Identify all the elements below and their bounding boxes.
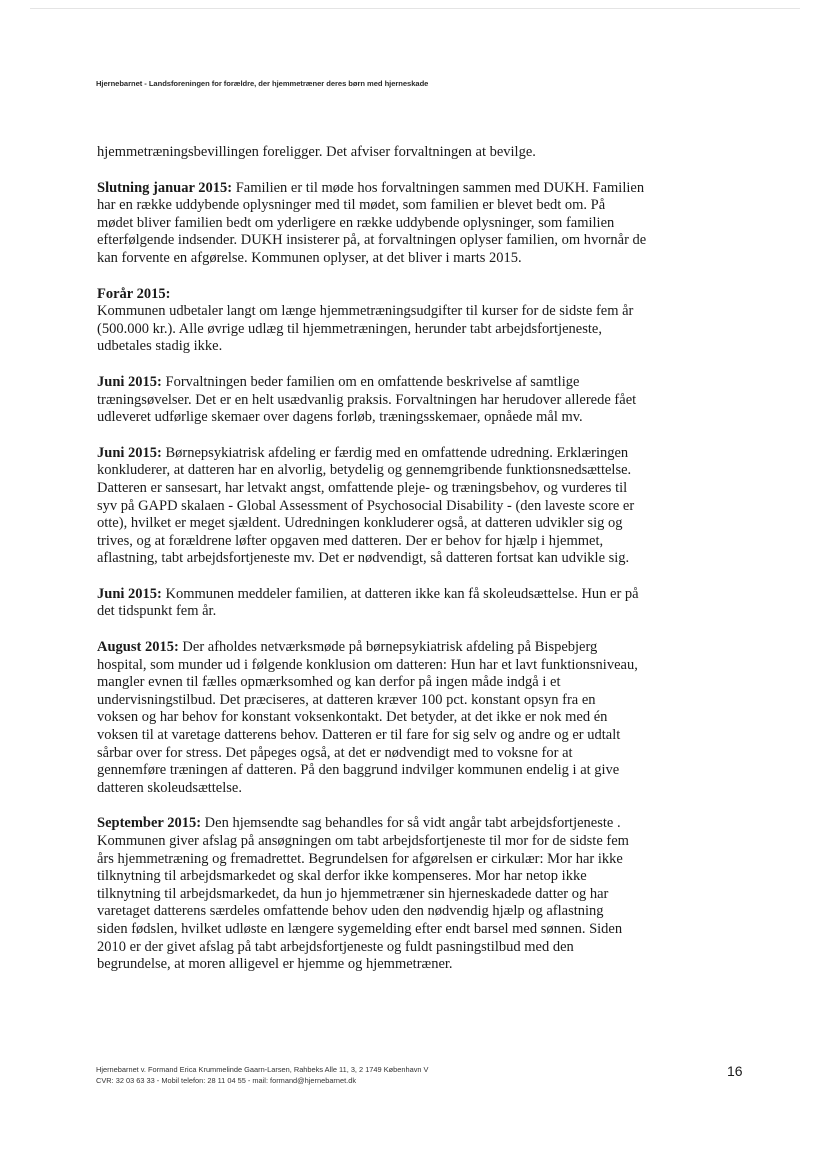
paragraph-date-heading: Forår 2015: (97, 285, 171, 302)
line-text: syv på GAPD skalaen - Global Assessment of Psychosocial Disability - (den laveste score er (97, 497, 635, 514)
paragraph (97, 374, 747, 427)
text-line (97, 780, 747, 798)
text-line (97, 903, 747, 921)
line-text: undervisningstilbud. Det præciseres, at datteren kræver 100 pct. konstant opsyn fra en (97, 691, 596, 708)
page-number: 16 (727, 1063, 743, 1079)
text-line (97, 674, 747, 692)
text-line (97, 692, 747, 710)
text-line (97, 868, 747, 886)
paragraph-date-heading: Juni 2015: (97, 585, 162, 602)
text-line (97, 197, 747, 215)
line-text: Børnepsykiatrisk afdeling er færdig med en omfattende udredning. Erklæringen (161, 444, 629, 461)
text-line (97, 515, 747, 533)
line-text: Familien er til møde hos forvaltningen sammen med DUKH. Familien (232, 179, 645, 196)
line-text: Kommunen udbetaler langt om længe hjemmetræningsudgifter til kurser for de sidste fem år (97, 303, 634, 320)
line-text: sårbar over for stress. Det påpeges også, at det er nødvendigt med to voksne for at (97, 744, 573, 761)
text-line (97, 833, 747, 851)
text-line (97, 745, 747, 763)
footer-address: Hjernebarnet v. Formand Erica Krummelinde Gaarn-Larsen, Rahbeks Alle 11, 3, 2 1749 København V (96, 1065, 429, 1074)
paragraph-date-heading: Slutning januar 2015: (97, 179, 233, 196)
text-line (97, 639, 747, 657)
text-line (97, 586, 747, 604)
footer-contact: CVR: 32 03 63 33 - Mobil telefon: 28 11 04 55 - mail: formand@hjernebarnet.dk (96, 1076, 357, 1085)
line-text: voksen og har behov for konstant voksenkontakt. Det betyder, at det ikke er nok med én (97, 709, 608, 726)
line-text: har en række uddybende oplysninger med til mødet, som familien er blevet bedt om. På (97, 197, 606, 214)
text-line (97, 762, 747, 780)
paragraph-date-heading: Juni 2015: (97, 373, 162, 390)
text-line (97, 445, 747, 463)
text-line (97, 462, 747, 480)
text-line (97, 815, 747, 833)
paragraph (97, 144, 747, 162)
text-line (97, 727, 747, 745)
line-text: udleveret udførlige skemaer over dagens forløb, træningsskemaer, opnåede mål mv. (97, 409, 583, 426)
paragraph (97, 586, 747, 621)
paragraph-date-heading: September 2015: (97, 815, 202, 832)
text-line (97, 921, 747, 939)
line-text: Forvaltningen beder familien om en omfattende beskrivelse af samtlige (161, 373, 580, 390)
text-line (97, 144, 747, 162)
text-line (97, 286, 747, 304)
line-text: træningsøvelser. Det er en helt usædvanlig praksis. Forvaltningen har herudover allerede fået (97, 391, 637, 408)
text-line (97, 886, 747, 904)
text-line (97, 303, 747, 321)
line-text: trives, og at forældrene løfter opgaven med datteren. Der er behov for hjælp i hjemmet, (97, 532, 604, 549)
line-text: kan forvente en afgørelse. Kommunen oplyser, at det bliver i marts 2015. (97, 249, 522, 266)
text-line (97, 338, 747, 356)
text-line (97, 657, 747, 675)
line-text: otte), hvilket er meget sjældent. Udredningen konkluderer også, at datteren udvikler sig og (97, 515, 623, 532)
line-text: efterfølgende indsender. DUKH insisterer på, at forvaltningen oplyser familien, om hvornår de (97, 232, 647, 249)
paragraph (97, 180, 747, 268)
line-text: begrundelse, at moren alligevel er hjemme og hjemmetræner. (97, 956, 453, 973)
line-text: års hjemmetræning og fremadrettet. Begrundelsen for afgørelsen er cirkulær: Mor har ikke (97, 850, 623, 867)
line-text: det tidspunkt fem år. (97, 603, 217, 620)
paragraph (97, 286, 747, 356)
line-text: datteren skoleudsættelse. (97, 779, 242, 796)
line-text: udbetales stadig ikke. (97, 338, 223, 355)
document-body (97, 144, 747, 992)
line-text: (500.000 kr.). Alle øvrige udlæg til hjemmetræningen, herunder tabt arbejdsfortjeneste, (97, 320, 602, 337)
line-text: Den hjemsendte sag behandles for så vidt angår tabt arbejdsfortjeneste . (201, 815, 621, 832)
line-text: mangler evnen til fælles opmærksomhed og kan derfor på ingen måde indgå i et (97, 674, 561, 691)
line-text: varetaget datterens særdeles omfattende behov uden den nødvendig hjælp og aflastning (97, 903, 604, 920)
line-text: Der afholdes netværksmøde på børnepsykiatrisk afdeling på Bispebjerg (178, 639, 598, 656)
line-text: hjemmetræningsbevillingen foreligger. Det afviser forvaltningen at bevilge. (97, 144, 536, 160)
line-text: mødet bliver familien bedt om yderligere en række uddybende oplysninger, som familien (97, 214, 615, 231)
text-line (97, 392, 747, 410)
line-text: Datteren er sansesart, har letvakt angst, omfattende pleje- og træningsbehov, og vurderes til (97, 479, 628, 496)
text-line (97, 321, 747, 339)
text-line (97, 180, 747, 198)
text-line (97, 498, 747, 516)
line-text: tilknytning til arbejdsmarkedet, da hun jo hjemmetræner sin hjerneskadede datter og har (97, 885, 609, 902)
line-text: voksen til at varetage datterens behov. Datteren er til fare for sig selv og andre og er udtalt (97, 727, 621, 744)
line-text: 2010 er der givet afslag på tabt arbejdsfortjeneste og fuldt pasningstilbud med den (97, 938, 574, 955)
text-line (97, 480, 747, 498)
text-line (97, 374, 747, 392)
text-line (97, 709, 747, 727)
paragraph (97, 639, 747, 797)
text-line (97, 409, 747, 427)
text-line (97, 215, 747, 233)
line-text: Kommunen meddeler familien, at datteren ikke kan få skoleudsættelse. Hun er på (161, 585, 639, 602)
paragraph-date-heading: Juni 2015: (97, 444, 162, 461)
line-text: tilknytning til arbejdsmarkedet og skal derfor ikke kompenseres. Mor har netop ikke (97, 868, 587, 885)
text-line (97, 250, 747, 268)
paragraph (97, 445, 747, 568)
line-text: konkluderer, at datteren har en alvorlig, betydelig og gennemgribende funktionsnedsættelse. (97, 462, 632, 479)
text-line (97, 232, 747, 250)
text-line (97, 533, 747, 551)
text-line (97, 956, 747, 974)
line-text: gennemføre træningen af datteren. På den baggrund indvilger kommunen endelig i at give (97, 762, 620, 779)
line-text: Kommunen giver afslag på ansøgningen om tabt arbejdsfortjeneste til mor for de sidste fem (97, 833, 629, 849)
text-line (97, 851, 747, 869)
top-rule (30, 8, 800, 9)
text-line (97, 550, 747, 568)
page-footer (96, 1064, 428, 1086)
line-text: hospital, som munder ud i følgende konklusion om datteren: Hun har et lavt funktionsniveau, (97, 656, 638, 673)
line-text: siden fødslen, hvilket udløste en længere sygemelding efter endt barsel med sønnen. Siden (97, 920, 623, 937)
paragraph (97, 815, 747, 973)
line-text: aflastning, tabt arbejdsfortjeneste mv. Det er nødvendigt, så datteren fortsat kan udvikle sig. (97, 550, 630, 567)
text-line (97, 603, 747, 621)
paragraph-date-heading: August 2015: (97, 639, 179, 656)
text-line (97, 939, 747, 957)
page-header: Hjernebarnet - Landsforeningen for forældre, der hjemmetræner deres børn med hjerneskade (96, 79, 429, 88)
